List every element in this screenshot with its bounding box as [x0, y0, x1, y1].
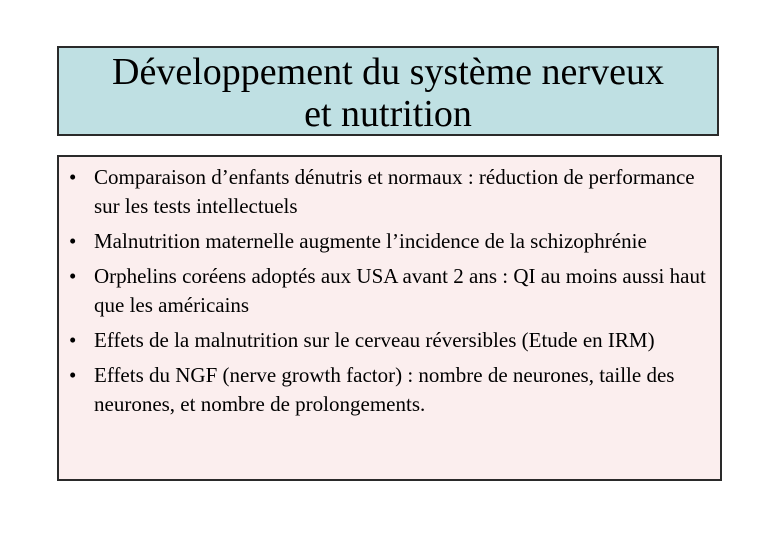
bullet-icon: •	[69, 328, 77, 352]
bullet-text: Malnutrition maternelle augmente l’incidence de la schizophrénie	[94, 229, 647, 253]
slide-title-box	[57, 46, 719, 136]
bullet-icon: •	[69, 229, 77, 253]
bullet-item	[69, 227, 710, 256]
bullet-list	[69, 163, 710, 419]
slide-title-line-1: Développement du système nerveux	[112, 51, 664, 93]
bullet-text: Effets de la malnutrition sur le cerveau réversibles (Etude en IRM)	[94, 328, 655, 352]
bullet-text: Comparaison d’enfants dénutris et normaux : réduction de performance sur les tests intellectuels	[94, 165, 695, 218]
bullet-item	[69, 361, 710, 419]
bullet-icon: •	[69, 363, 77, 387]
bullet-text: Orphelins coréens adoptés aux USA avant 2 ans : QI au moins aussi haut que les américains	[94, 264, 706, 317]
bullet-item	[69, 262, 710, 320]
bullet-item	[69, 163, 710, 221]
bullet-icon: •	[69, 264, 77, 288]
slide-title-line-2: et nutrition	[304, 93, 472, 135]
slide-content-box	[57, 155, 722, 481]
bullet-text: Effets du NGF (nerve growth factor) : nombre de neurones, taille des neurones, et nombre de prolongements.	[94, 363, 675, 416]
bullet-icon: •	[69, 165, 77, 189]
bullet-item	[69, 326, 710, 355]
